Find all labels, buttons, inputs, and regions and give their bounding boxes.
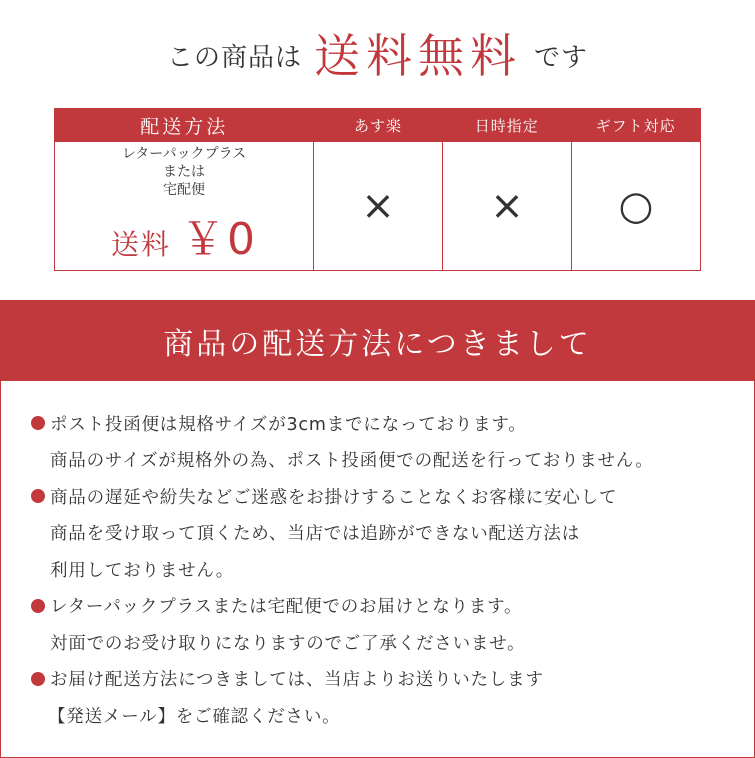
info-line-text: 対面でのお受け取りになりますのでご了承くださいませ。 <box>50 633 526 654</box>
info-line <box>31 515 754 552</box>
info-line <box>31 442 754 479</box>
header-method: 配送方法 <box>140 116 229 138</box>
shipping-table <box>54 108 701 271</box>
headline <box>0 20 755 92</box>
info-line-text: お届け配送方法につきましては、当店よりお送りいたします <box>50 670 544 691</box>
info-line-text: レターパックプラスまたは宅配便でのお届けとなります。 <box>50 597 523 618</box>
info-list <box>1 381 754 734</box>
info-line-text: 商品の遅延や紛失などご迷惑をお掛けすることなくお客様に安心して <box>50 487 618 508</box>
headline-suffix: です <box>534 43 589 73</box>
shipping-price-label: 送料 <box>110 228 171 261</box>
info-line <box>31 551 754 588</box>
cell-method <box>55 142 314 270</box>
info-line <box>31 624 754 661</box>
info-line <box>31 588 754 625</box>
info-line-text: 商品のサイズが規格外の為、ポスト投函便での配送を行っておりません。 <box>50 451 654 472</box>
info-line <box>31 661 754 698</box>
info-line <box>31 405 754 442</box>
method-line-1: レターパックプラス <box>121 146 247 162</box>
header-gift: ギフト対応 <box>595 117 676 135</box>
method-line-2: または <box>163 164 205 180</box>
shipping-price-value: ￥0 <box>181 214 257 265</box>
bullet-dot-icon <box>31 599 45 613</box>
info-line <box>31 697 754 734</box>
headline-emphasis: 送料無料 <box>314 29 522 83</box>
info-line-text: ポスト投函便は規格サイズが3cmまでになっております。 <box>50 414 527 435</box>
info-panel <box>0 300 755 758</box>
bullet-dot-icon <box>31 489 45 503</box>
bullet-dot-icon <box>31 672 45 686</box>
header-next-day: あす楽 <box>353 117 402 135</box>
shipping-table-header <box>55 109 700 142</box>
cell-time-specified <box>443 142 572 270</box>
info-line-text: 【発送メール】をご確認ください。 <box>48 706 341 727</box>
info-line <box>31 478 754 515</box>
info-line-text: 利用しておりません。 <box>50 560 235 581</box>
shipping-table-body <box>55 142 700 270</box>
method-line-3: 宅配便 <box>163 182 205 198</box>
shipping-price <box>111 203 257 267</box>
cell-gift <box>572 142 700 270</box>
info-title: 商品の配送方法につきまして <box>1 301 754 381</box>
circle-icon: ○ <box>618 183 654 229</box>
cell-next-day <box>314 142 443 270</box>
header-time-specified: 日時指定 <box>474 117 539 135</box>
cross-icon: × <box>490 183 524 229</box>
headline-prefix: この商品は <box>166 43 302 73</box>
info-line-text: 商品を受け取って頂くため、当店では追跡ができない配送方法は <box>50 524 580 545</box>
cross-icon: × <box>361 183 395 229</box>
bullet-dot-icon <box>31 416 45 430</box>
